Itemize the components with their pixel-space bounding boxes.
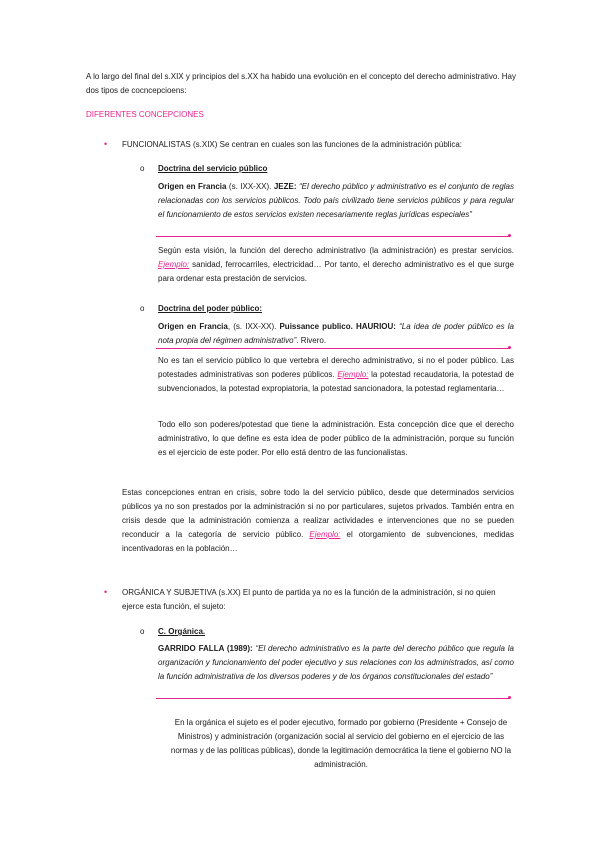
- quote-jeze: “El derecho público y administrativo es el conjunto de reglas relacionadas con los servicios públicos. Todo país civilizado tiene servicios públicos y para regular el funcionamiento de estos servicios existen necesariamente reglas jurídicas especiales”: [158, 182, 515, 219]
- poder-paragraph-1: [158, 354, 514, 396]
- highlight-line: [156, 698, 510, 699]
- example-label: Ejemplo:: [158, 260, 190, 269]
- bullet-marker: •: [104, 139, 108, 149]
- garrido-falla-quote: [158, 642, 514, 684]
- doctrina-poder-quote: [158, 320, 514, 348]
- sub-marker: o: [140, 164, 145, 173]
- sub-marker: o: [140, 627, 145, 636]
- servicio-text-2: sanidad, ferrocarriles, electricidad… Por tanto, el derecho administrativo es el que surge para ordenar esta prestación de servicios.: [158, 260, 514, 283]
- origin-dates: , (s. IXX-XX).: [227, 322, 280, 331]
- sub-marker: o: [140, 304, 145, 313]
- organica-conclusion: En la orgánica el sujeto es el poder ejecutivo, formado por gobierno (Presidente + Consejo de Ministros) y administración (organización social al servicio del gobierno en el ejercicio de las normas y de las políticas públicas), donde la legitimación democrática la tiene el gobierno NO la administración.: [170, 718, 512, 769]
- c-organica-title: C. Orgánica.: [158, 627, 206, 636]
- highlight-line: [156, 348, 510, 349]
- bullet-marker: •: [104, 587, 108, 597]
- highlight-end: [508, 234, 511, 237]
- poder-text-2: la potestad recaudatoria, la potestad de subvencionados, la potestad expropiatoria, la potestad sancionadora, la potestad reglamentaria…: [158, 370, 514, 393]
- organica-desc: El punto de partida ya no es la función de la administración, si no quien ejerce esta función, el sujeto:: [122, 588, 496, 611]
- origin-label: Origen en Francia: [158, 182, 227, 191]
- servicio-explanation: [158, 244, 514, 286]
- crisis-text: Estas concepciones entran en crisis, sobre todo la del servicio público, desde que determinados servicios públicos ya no son prestados por la administración si no por particulares, sujetos privados. También entra en crisis desde que la administración comienza a realizar actividades e intervenciones que no se pueden reconducir a la categoría de servicio público.: [122, 488, 514, 539]
- poder-text: No es tan el servicio público lo que vertebra el derecho administrativo, si no el poder público. Las potestades administrativas son poderes públicos.: [158, 356, 514, 379]
- author-garrido: GARRIDO FALLA (1989):: [158, 644, 253, 653]
- intro-paragraph: A lo largo del final del s.XIX y principios del s.XX ha habido una evolución en el concepto del derecho administrativo. Hay dos tipos de cocncepcioens:: [86, 72, 516, 95]
- origin-dates: (s. IXX-XX).: [226, 182, 274, 191]
- crisis-paragraph: [122, 486, 514, 556]
- origin-label: Origen en Francia: [158, 322, 228, 331]
- funcionalistas-label: FUNCIONALISTAS (s.XIX): [122, 140, 220, 149]
- author-hauriou: Puissance publico. HAURIOU:: [279, 322, 396, 331]
- organica-heading: [122, 586, 514, 614]
- example-label: Ejemplo:: [337, 370, 369, 379]
- crisis-text-2: el otorgamiento de subvenciones, medidas incentivadoras en la población…: [122, 530, 514, 553]
- funcionalistas-desc: Se centran en cuales son las funciones de la administración pública:: [219, 140, 463, 149]
- organica-label: ORGÁNICA Y SUBJETIVA (s.XX): [122, 588, 243, 597]
- author-jeze: JEZE:: [273, 182, 297, 191]
- quote-hauriou: “La idea de poder público es la nota propia del régimen administrativo”: [158, 322, 514, 345]
- quote-garrido: “El derecho administrativo es la parte del derecho público que regula la organización y funcionamiento del poder ejecutivo y sus relaciones con los administrados, así como la función administrativa de los diversos poderes y de los órganos constitucionales del estado”: [158, 644, 514, 681]
- rivero: . Rivero.: [296, 336, 327, 345]
- funcionalistas-heading: [122, 138, 522, 152]
- highlight-end: [508, 696, 511, 699]
- doctrina-servicio-quote: [158, 180, 514, 222]
- section-title: DIFERENTES CONCEPCIONES: [86, 110, 204, 119]
- doctrina-servicio-title: Doctrina del servicio público: [158, 164, 268, 173]
- servicio-text: Según esta visión, la función del derecho administrativo (la administración) es prestar servicios.: [158, 246, 514, 255]
- poder-paragraph-2: Todo ello son poderes/potestad que tiene la administración. Esta concepción dice que el derecho administrativo, lo que define es esta idea de poder público de la administración, porque su función es el ejercicio de este poder. Por ello está dentro de las funcionalistas.: [158, 420, 514, 457]
- highlight-end: [508, 346, 511, 349]
- example-label: Ejemplo:: [309, 530, 341, 539]
- doctrina-poder-title: Doctrina del poder público:: [158, 304, 263, 313]
- highlight-line: [156, 236, 510, 237]
